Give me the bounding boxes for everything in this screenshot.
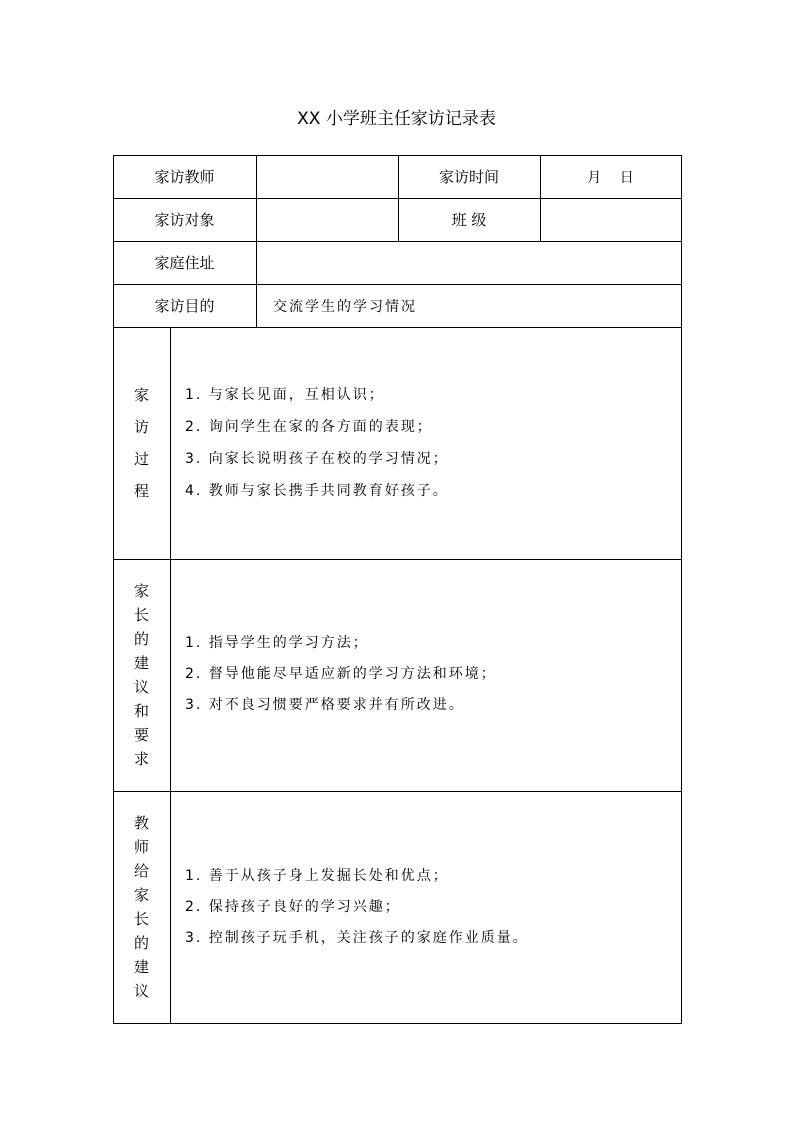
label-char: 议 — [133, 982, 149, 1000]
class-field[interactable] — [540, 198, 681, 241]
list-item: 1. 与家长见面，互相认识； — [185, 387, 385, 403]
visit-process-label — [113, 378, 170, 508]
teacher-label: 家访教师 — [154, 168, 215, 186]
list-item: 2. 保持孩子良好的学习兴趣； — [185, 899, 401, 915]
document-title: XX 小学班主任家访记录表 — [297, 109, 496, 129]
label-char: 家 — [133, 886, 149, 904]
list-item: 3. 控制孩子玩手机，关注孩子的家庭作业质量。 — [185, 930, 529, 946]
teacher-suggestions-list — [185, 861, 529, 954]
label-char: 的 — [133, 934, 149, 952]
parent-suggestions-list — [185, 628, 497, 721]
label-char: 议 — [133, 678, 149, 696]
visit-time-label: 家访时间 — [438, 168, 499, 186]
purpose-label: 家访目的 — [154, 297, 215, 315]
list-item: 2. 询问学生在家的各方面的表现； — [185, 419, 433, 435]
list-item: 1. 善于从孩子身上发掘长处和优点； — [185, 868, 449, 884]
table-border — [113, 1023, 682, 1024]
list-item: 3. 向家长说明孩子在校的学习情况； — [185, 451, 449, 467]
label-char: 和 — [133, 702, 149, 720]
address-label: 家庭住址 — [154, 254, 215, 272]
list-item: 3. 对不良习惯要严格要求并有所改进。 — [185, 697, 465, 713]
label-char: 求 — [133, 750, 149, 768]
label-char: 师 — [133, 838, 149, 856]
label-char: 程 — [133, 482, 149, 500]
label-char: 家 — [133, 582, 149, 600]
visit-time-field[interactable]: 月 日 — [587, 169, 634, 186]
list-item: 2. 督导他能尽早适应新的学习方法和环境； — [185, 666, 497, 682]
label-char: 建 — [133, 958, 149, 976]
label-char: 的 — [133, 630, 149, 648]
target-field[interactable] — [256, 198, 398, 241]
list-item: 1. 指导学生的学习方法； — [185, 635, 369, 651]
purpose-value: 交流学生的学习情况 — [273, 298, 417, 315]
parent-suggestions-label — [113, 577, 170, 773]
table-rule — [113, 559, 682, 560]
label-char: 长 — [133, 910, 149, 928]
label-char: 建 — [133, 654, 149, 672]
label-char: 家 — [133, 386, 149, 404]
label-char: 给 — [133, 862, 149, 880]
visit-process-list — [185, 379, 449, 507]
label-char: 教 — [133, 814, 149, 832]
address-field[interactable] — [256, 241, 681, 284]
teacher-suggestions-label — [113, 809, 170, 1005]
class-label: 班 级 — [451, 211, 487, 229]
teacher-field[interactable] — [256, 155, 398, 198]
table-border — [681, 155, 682, 1024]
list-item: 4. 教师与家长携手共同教育好孩子。 — [185, 483, 449, 499]
label-char: 长 — [133, 606, 149, 624]
table-rule — [113, 327, 682, 328]
target-label: 家访对象 — [154, 211, 215, 229]
table-rule — [170, 327, 171, 1024]
table-rule — [113, 791, 682, 792]
label-char: 访 — [133, 418, 149, 436]
label-char: 过 — [133, 450, 149, 468]
label-char: 要 — [133, 726, 149, 744]
